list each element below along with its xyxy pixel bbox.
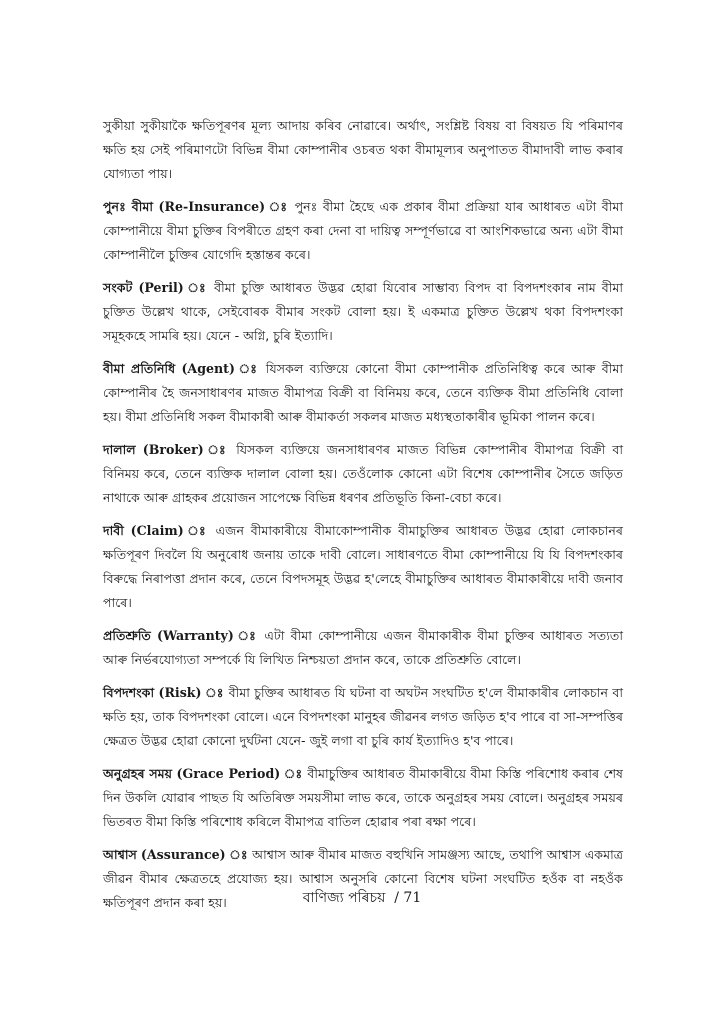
term-separator: ঃ — [183, 523, 216, 538]
definition-agent — [103, 357, 623, 429]
term-bengali: বীমা প্ৰতিনিধি — [103, 361, 176, 376]
term-bengali: পুনঃ বীমা — [103, 199, 153, 214]
term-separator: ঃ — [280, 766, 308, 781]
term-separator: ঃ — [234, 361, 266, 376]
term-english: (Warranty) — [156, 628, 234, 643]
paragraph-continuation — [103, 114, 623, 186]
definition-grace-period — [103, 762, 623, 834]
term-english: (Grace Period) — [176, 766, 281, 781]
term-separator: ঃ — [201, 685, 229, 700]
definition-text: পুনঃ বীমা হৈছে এক প্ৰকাৰ বীমা প্ৰক্ৰিয়া যাৰ আধাৰত এটা বীমা কোম্পানীয়ে বীমা চুক্তিৰ বিপৰীতে গ্ৰহণ কৰা দেনা বা দায়িত্ব সম্পূৰ্ণভাৱে বা আংশিকভাৱে অন্য এটা বীমা কোম্পানীলৈ চুক্তিৰ যোগেদি হস্তান্তৰ কৰে। — [103, 199, 624, 262]
term-english: (Claim) — [130, 523, 184, 538]
definition-risk — [103, 681, 623, 753]
term-separator: ঃ — [203, 442, 237, 457]
footer-separator: / — [394, 890, 399, 906]
term-bengali: অনুগ্ৰহৰ সময় — [103, 766, 173, 781]
definition-text: এটা বীমা কোম্পানীয়ে এজন বীমাকাৰীক বীমা চুক্তিৰ আধাৰত সত্যতা আৰু নিৰ্ভৰযোগ্যতা সম্পৰ্কে যি লিখিত নিশ্চয়তা প্ৰদান কৰে, তাকে প্ৰতিশ্ৰুতি বোলে। — [103, 628, 623, 667]
term-bengali: দাবী — [103, 523, 124, 538]
term-english: (Re-Insurance) — [158, 199, 266, 214]
term-separator: ঃ — [265, 199, 295, 214]
term-separator: ঃ — [225, 847, 253, 862]
definition-text: বীমা চুক্তিৰ আধাৰত যি ঘটনা বা অঘটন সংঘটিত হ'লে বীমাকাৰীৰ লোকচান বা ক্ষতি হয়, তাক বিপদশংকা বোলে। এনে বিপদশংকা মানুহৰ জীৱনৰ লগত জড়িত হ'ব পাৰে বা সা-সম্পত্তিৰ ক্ষেত্ৰত উদ্ভৱ হোৱা কোনো দুৰ্ঘটনা যেনে- জুই লগা বা চুৰি কাৰ্য ইত্যাদিও হ'ব পাৰে। — [103, 685, 623, 748]
term-english: (Peril) — [138, 280, 184, 295]
term-english: (Agent) — [181, 361, 235, 376]
term-bengali: প্ৰতিশ্ৰুতি — [103, 628, 151, 643]
term-bengali: দালাল — [103, 442, 136, 457]
term-english: (Broker) — [142, 442, 204, 457]
term-english: (Risk) — [158, 685, 202, 700]
page-number: 71 — [403, 890, 422, 906]
definition-reinsurance — [103, 195, 623, 267]
definition-broker — [103, 438, 623, 510]
definition-peril — [103, 276, 623, 348]
paragraph-text: সুকীয়া সুকীয়াকৈ ক্ষতিপূৰণৰ মূল্য আদায় কৰিব নোৱাৰে। অৰ্থাৎ, সংশ্লিষ্ট বিষয় বা বিষয়ত যি পৰিমাণৰ ক্ষতি হয় সেই পৰিমাণটো বিভিন্ন বীমা কোম্পানীৰ ওচৰত থকা বীমামূল্যৰ অনুপাতত বীমাদাবী লাভ কৰাৰ যোগ্যতা পায়। — [103, 118, 623, 181]
definition-text: এজন বীমাকাৰীয়ে বীমাকোম্পানীক বীমাচুক্তিৰ আধাৰত উদ্ভৱ হোৱা লোকচানৰ ক্ষতিপূৰণ দিবলৈ যি অনুৰোধ জনায় তাকে দাবী বোলে। সাধাৰণতে বীমা কোম্পানীয়ে যি যি বিপদশংকাৰ বিৰুদ্ধে নিৰাপত্তা প্ৰদান কৰে, তেনে বিপদসমূহ উদ্ভৱ হ'লেহে বীমাচুক্তিৰ আধাৰত বীমাকাৰীয়ে দাবী জনাব পাৰে। — [103, 523, 623, 610]
definition-claim — [103, 519, 623, 615]
term-bengali: সংকট — [103, 280, 133, 295]
definition-text: বীমাচুক্তিৰ আধাৰত বীমাকাৰীয়ে বীমা কিস্তি পৰিশোধ কৰাৰ শেষ দিন উকলি যোৱাৰ পাছত যি অতিৰিক্ত সময়সীমা লাভ কৰে, তাকে অনুগ্ৰহৰ সময় বোলে। অনুগ্ৰহৰ সময়ৰ ভিতৰত বীমা কিস্তি পৰিশোধ কৰিলে বীমাপত্ৰ বাতিল হোৱাৰ পৰা ৰক্ষা পৰে। — [103, 766, 623, 829]
definition-text: যিসকল ব্যক্তিয়ে কোনো বীমা কোম্পানীক প্ৰতিনিধিত্ব কৰে আৰু বীমা কোম্পানীৰ হৈ জনসাধাৰণৰ মাজত বীমাপত্ৰ বিক্ৰী বা বিনিময় কৰে, তেনে ব্যক্তিক বীমা প্ৰতিনিধি বোলা হয়। বীমা প্ৰতিনিধি সকল বীমাকাৰী আৰু বীমাকৰ্তা সকলৰ মাজত মধ্যস্থতাকাৰীৰ ভূমিকা পালন কৰে। — [103, 361, 623, 424]
term-english: (Assurance) — [140, 847, 226, 862]
term-bengali: আশ্বাস — [103, 847, 137, 862]
definition-text: বীমা চুক্তি আধাৰত উদ্ভৱ হোৱা যিবোৰ সাম্ভাব্য বিপদ বা বিপদশংকাৰ নাম বীমা চুক্তিত উল্লেখ থাকে, সেইবোৰক বীমাৰ সংকট বোলা হয়। ই একমাত্ৰ চুক্তিত উল্লেখ থকা বিপদশংকা সমূহকহে সামৰি হয়। যেনে - অগ্নি, চুৰি ইত্যাদি। — [103, 280, 623, 343]
definition-text: যিসকল ব্যক্তিয়ে জনসাধাৰণৰ মাজত বিভিন্ন কোম্পানীৰ বীমাপত্ৰ বিক্ৰী বা বিনিময় কৰে, তেনে ব্যক্তিক দালাল বোলা হয়। তেওঁলোক কোনো এটা বিশেষ কোম্পানীৰ সৈতে জড়িত নাথাকে আৰু গ্ৰাহকৰ প্ৰয়োজন সাপেক্ষে বিভিন্ন ধৰণৰ প্ৰতিভূতি কিনা-বেচা কৰে। — [103, 442, 623, 505]
page-body — [103, 114, 623, 924]
definition-text: আশ্বাস আৰু বীমাৰ মাজত বহুখিনি সামঞ্জস্য আছে, তথাপি আশ্বাস একমাত্ৰ জীৱন বীমাৰ ক্ষেত্ৰতহে প্ৰযোজ্য হয়। আশ্বাস অনুসৰি কোনো বিশেষ ঘটনা সংঘটিত হওঁক বা নহওঁক ক্ষতিপূৰণ প্ৰদান কৰা হয়। — [103, 847, 623, 910]
term-bengali: বিপদশংকা — [103, 685, 155, 700]
page-footer — [0, 886, 724, 910]
term-separator: ঃ — [183, 280, 215, 295]
book-title: বাণিজ্য পৰিচয় — [302, 890, 386, 906]
definition-warranty — [103, 624, 623, 672]
term-separator: ঃ — [233, 628, 265, 643]
